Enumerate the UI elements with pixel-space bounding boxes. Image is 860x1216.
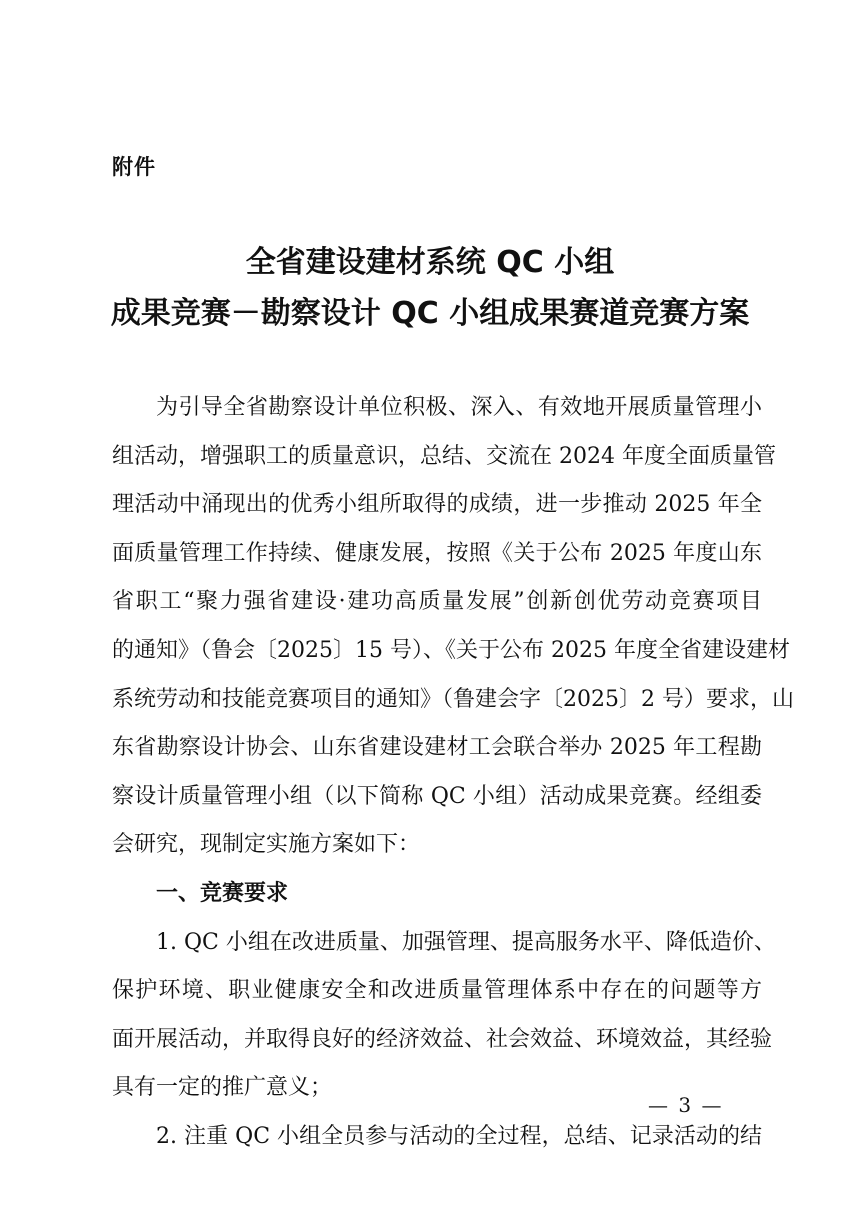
document-title-line-2: 成果竞赛－勘察设计 QC 小组成果赛道竞赛方案 (110, 296, 750, 331)
requirement-item-1-line: 1. QC 小组在改进质量、加强管理、提高服务水平、降低造价、 (156, 929, 776, 955)
document-title-line-1: 全省建设建材系统 QC 小组 (245, 245, 615, 280)
document-body (112, 384, 794, 1162)
page-number: — 3 — (648, 1093, 724, 1117)
requirement-item-1-line: 具有一定的推广意义； (112, 1075, 333, 1101)
attachment-label: 附件 (112, 155, 156, 179)
requirement-item-1-line: 保护环境、职业健康安全和改进质量管理体系中存在的问题等方 (112, 978, 762, 1004)
paragraph-1-line: 察设计质量管理小组（以下简称 QC 小组）活动成果竞赛。经组委 (112, 783, 762, 809)
paragraph-1-line: 系统劳动和技能竞赛项目的通知》（鲁建会字〔2025〕2 号）要求，山 (112, 686, 794, 712)
paragraph-1-line: 省职工“聚力强省建设·建功高质量发展”创新创优劳动竞赛项目 (112, 589, 762, 615)
paragraph-1-line: 面质量管理工作持续、健康发展，按照《关于公布 2025 年度山东 (112, 540, 762, 566)
paragraph-1-line: 组活动，增强职工的质量意识，总结、交流在 2024 年度全面质量管 (112, 443, 776, 469)
paragraph-1-line: 会研究，现制定实施方案如下： (112, 832, 421, 858)
paragraph-1-line: 为引导全省勘察设计单位积极、深入、有效地开展质量管理小 (156, 395, 762, 420)
paragraph-1-line: 东省勘察设计协会、山东省建设建材工会联合举办 2025 年工程勘 (112, 735, 762, 761)
section-heading: 一、竞赛要求 (156, 880, 289, 906)
requirement-item-1-line: 面开展活动，并取得良好的经济效益、社会效益、环境效益，其经验 (112, 1026, 773, 1052)
paragraph-1-line: 的通知》（鲁会〔2025〕15 号）、《关于公布 2025 年度全省建设建材 (112, 637, 790, 663)
paragraph-1-line: 理活动中涌现出的优秀小组所取得的成绩，进一步推动 2025 年全 (112, 492, 762, 518)
requirement-item-2-line: 2. 注重 QC 小组全员参与活动的全过程，总结、记录活动的结 (156, 1123, 762, 1149)
